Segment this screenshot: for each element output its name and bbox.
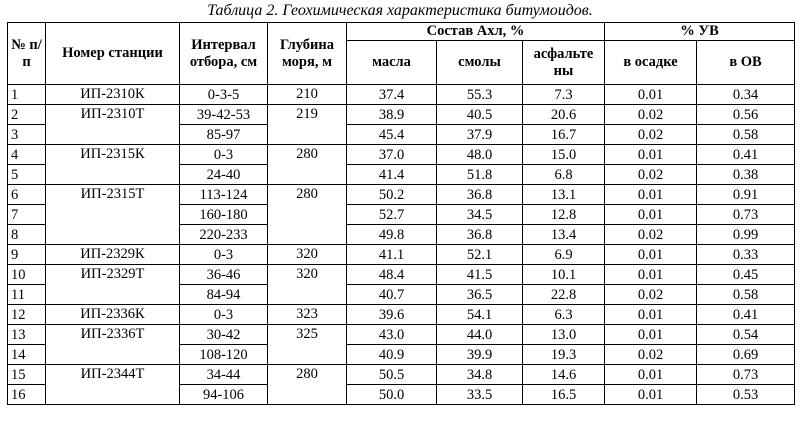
cell-asphaltenes: 13.0 xyxy=(523,325,605,345)
header-oils: масла xyxy=(347,41,437,85)
cell-in-sediment: 0.01 xyxy=(605,245,697,265)
cell-depth: 219 xyxy=(268,105,347,145)
cell-interval: 0-3 xyxy=(180,245,268,265)
cell-interval: 0-3 xyxy=(180,145,268,165)
cell-interval: 34-44 xyxy=(180,365,268,385)
cell-resins: 41.5 xyxy=(437,265,523,285)
cell-depth: 280 xyxy=(268,145,347,185)
table-row xyxy=(8,265,795,285)
header-resins: смолы xyxy=(437,41,523,85)
cell-in-ov: 0.56 xyxy=(697,105,795,125)
header-composition-group: Состав Ахл, % xyxy=(347,23,605,41)
table-row xyxy=(8,185,795,205)
cell-in-ov: 0.91 xyxy=(697,185,795,205)
cell-num: 5 xyxy=(8,165,46,185)
cell-in-ov: 0.53 xyxy=(697,385,795,405)
cell-asphaltenes: 16.5 xyxy=(523,385,605,405)
cell-num: 15 xyxy=(8,365,46,385)
cell-station: ИП-2336Т xyxy=(46,325,180,365)
cell-oils: 41.1 xyxy=(347,245,437,265)
cell-num: 1 xyxy=(8,85,46,105)
cell-num: 9 xyxy=(8,245,46,265)
cell-in-ov: 0.54 xyxy=(697,325,795,345)
header-in-ov: в ОВ xyxy=(697,41,795,85)
cell-in-sediment: 0.01 xyxy=(605,365,697,385)
cell-in-ov: 0.58 xyxy=(697,125,795,145)
cell-asphaltenes: 16.7 xyxy=(523,125,605,145)
cell-oils: 40.7 xyxy=(347,285,437,305)
cell-in-sediment: 0.01 xyxy=(605,385,697,405)
cell-interval: 113-124 xyxy=(180,185,268,205)
table-row xyxy=(8,145,795,165)
header-interval: Интервал отбора, см xyxy=(180,23,268,85)
cell-station: ИП-2315К xyxy=(46,145,180,185)
cell-in-ov: 0.38 xyxy=(697,165,795,185)
cell-resins: 37.9 xyxy=(437,125,523,145)
cell-resins: 36.8 xyxy=(437,225,523,245)
cell-num: 13 xyxy=(8,325,46,345)
cell-asphaltenes: 6.9 xyxy=(523,245,605,265)
bitumoid-table xyxy=(7,22,795,405)
cell-in-sediment: 0.02 xyxy=(605,125,697,145)
cell-depth: 280 xyxy=(268,185,347,245)
cell-in-ov: 0.33 xyxy=(697,245,795,265)
cell-depth: 280 xyxy=(268,365,347,405)
cell-num: 7 xyxy=(8,205,46,225)
header-station: Номер станции xyxy=(46,23,180,85)
cell-resins: 39.9 xyxy=(437,345,523,365)
cell-num: 11 xyxy=(8,285,46,305)
table-row xyxy=(8,105,795,125)
cell-in-sediment: 0.01 xyxy=(605,185,697,205)
header-num: № п/п xyxy=(8,23,46,85)
cell-station: ИП-2315Т xyxy=(46,185,180,245)
cell-asphaltenes: 20.6 xyxy=(523,105,605,125)
cell-oils: 52.7 xyxy=(347,205,437,225)
cell-interval: 94-106 xyxy=(180,385,268,405)
cell-oils: 50.5 xyxy=(347,365,437,385)
cell-resins: 48.0 xyxy=(437,145,523,165)
table-row xyxy=(8,325,795,345)
cell-oils: 50.2 xyxy=(347,185,437,205)
cell-asphaltenes: 22.8 xyxy=(523,285,605,305)
cell-interval: 30-42 xyxy=(180,325,268,345)
cell-oils: 37.0 xyxy=(347,145,437,165)
cell-in-ov: 0.73 xyxy=(697,365,795,385)
cell-in-ov: 0.41 xyxy=(697,145,795,165)
header-depth: Глубина моря, м xyxy=(268,23,347,85)
cell-in-ov: 0.45 xyxy=(697,265,795,285)
cell-interval: 85-97 xyxy=(180,125,268,145)
cell-interval: 220-233 xyxy=(180,225,268,245)
cell-interval: 84-94 xyxy=(180,285,268,305)
cell-oils: 49.8 xyxy=(347,225,437,245)
cell-depth: 325 xyxy=(268,325,347,365)
cell-num: 10 xyxy=(8,265,46,285)
cell-asphaltenes: 12.8 xyxy=(523,205,605,225)
cell-in-sediment: 0.01 xyxy=(605,325,697,345)
cell-num: 2 xyxy=(8,105,46,125)
cell-resins: 55.3 xyxy=(437,85,523,105)
cell-resins: 36.8 xyxy=(437,185,523,205)
cell-resins: 52.1 xyxy=(437,245,523,265)
cell-interval: 36-46 xyxy=(180,265,268,285)
cell-num: 12 xyxy=(8,305,46,325)
table-caption: Таблица 2. Геохимическая характеристика битумоидов. xyxy=(207,2,593,19)
cell-in-sediment: 0.01 xyxy=(605,305,697,325)
cell-resins: 33.5 xyxy=(437,385,523,405)
cell-num: 14 xyxy=(8,345,46,365)
cell-in-ov: 0.34 xyxy=(697,85,795,105)
cell-in-sediment: 0.02 xyxy=(605,285,697,305)
cell-num: 16 xyxy=(8,385,46,405)
cell-oils: 39.6 xyxy=(347,305,437,325)
cell-resins: 51.8 xyxy=(437,165,523,185)
cell-in-ov: 0.73 xyxy=(697,205,795,225)
cell-station: ИП-2344Т xyxy=(46,365,180,405)
cell-oils: 37.4 xyxy=(347,85,437,105)
cell-asphaltenes: 6.3 xyxy=(523,305,605,325)
cell-in-ov: 0.69 xyxy=(697,345,795,365)
cell-resins: 40.5 xyxy=(437,105,523,125)
cell-station: ИП-2329К xyxy=(46,245,180,265)
header-in-sediment: в осадке xyxy=(605,41,697,85)
cell-depth: 320 xyxy=(268,245,347,265)
cell-interval: 24-40 xyxy=(180,165,268,185)
cell-asphaltenes: 10.1 xyxy=(523,265,605,285)
cell-asphaltenes: 6.8 xyxy=(523,165,605,185)
cell-oils: 45.4 xyxy=(347,125,437,145)
cell-depth: 210 xyxy=(268,85,347,105)
cell-asphaltenes: 19.3 xyxy=(523,345,605,365)
cell-num: 8 xyxy=(8,225,46,245)
cell-in-sediment: 0.02 xyxy=(605,345,697,365)
header-uv-group: % УВ xyxy=(605,23,795,41)
cell-num: 3 xyxy=(8,125,46,145)
cell-oils: 48.4 xyxy=(347,265,437,285)
table-row xyxy=(8,305,795,325)
cell-num: 4 xyxy=(8,145,46,165)
cell-interval: 0-3 xyxy=(180,305,268,325)
cell-station: ИП-2336К xyxy=(46,305,180,325)
table-row xyxy=(8,245,795,265)
cell-num: 6 xyxy=(8,185,46,205)
table-row xyxy=(8,365,795,385)
cell-in-sediment: 0.02 xyxy=(605,225,697,245)
cell-oils: 50.0 xyxy=(347,385,437,405)
cell-asphaltenes: 13.4 xyxy=(523,225,605,245)
cell-resins: 54.1 xyxy=(437,305,523,325)
cell-resins: 34.5 xyxy=(437,205,523,225)
cell-station: ИП-2310К xyxy=(46,85,180,105)
cell-in-sediment: 0.01 xyxy=(605,85,697,105)
cell-in-ov: 0.99 xyxy=(697,225,795,245)
cell-in-ov: 0.41 xyxy=(697,305,795,325)
cell-in-ov: 0.58 xyxy=(697,285,795,305)
cell-interval: 39-42-53 xyxy=(180,105,268,125)
cell-depth: 320 xyxy=(268,265,347,305)
cell-in-sediment: 0.01 xyxy=(605,145,697,165)
table-row xyxy=(8,85,795,105)
cell-oils: 38.9 xyxy=(347,105,437,125)
cell-in-sediment: 0.02 xyxy=(605,165,697,185)
cell-in-sediment: 0.01 xyxy=(605,265,697,285)
cell-station: ИП-2329Т xyxy=(46,265,180,305)
cell-in-sediment: 0.02 xyxy=(605,105,697,125)
cell-in-sediment: 0.01 xyxy=(605,205,697,225)
header-asphaltenes: асфальте ны xyxy=(523,41,605,85)
cell-resins: 36.5 xyxy=(437,285,523,305)
cell-oils: 43.0 xyxy=(347,325,437,345)
cell-interval: 160-180 xyxy=(180,205,268,225)
cell-interval: 0-3-5 xyxy=(180,85,268,105)
cell-resins: 44.0 xyxy=(437,325,523,345)
cell-asphaltenes: 13.1 xyxy=(523,185,605,205)
cell-depth: 323 xyxy=(268,305,347,325)
cell-interval: 108-120 xyxy=(180,345,268,365)
cell-asphaltenes: 14.6 xyxy=(523,365,605,385)
cell-station: ИП-2310Т xyxy=(46,105,180,145)
cell-oils: 40.9 xyxy=(347,345,437,365)
cell-asphaltenes: 7.3 xyxy=(523,85,605,105)
cell-resins: 34.8 xyxy=(437,365,523,385)
cell-asphaltenes: 15.0 xyxy=(523,145,605,165)
cell-oils: 41.4 xyxy=(347,165,437,185)
